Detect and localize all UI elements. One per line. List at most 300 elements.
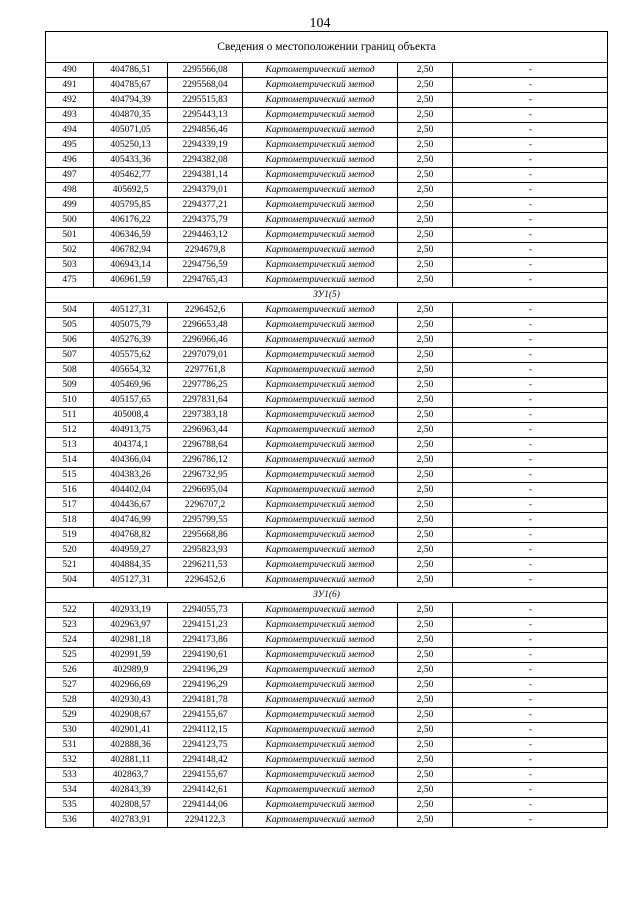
method-cell: Картометрический метод bbox=[243, 633, 398, 648]
accuracy-cell: 2,50 bbox=[398, 393, 453, 408]
x-coordinate-cell: 405575,62 bbox=[94, 348, 168, 363]
x-coordinate-cell: 405250,13 bbox=[94, 138, 168, 153]
accuracy-cell: 2,50 bbox=[398, 123, 453, 138]
point-number-cell: 498 bbox=[46, 183, 94, 198]
section-label: ЗУ1(5) bbox=[46, 288, 608, 303]
y-coordinate-cell: 2294382,08 bbox=[168, 153, 243, 168]
method-cell: Картометрический метод bbox=[243, 648, 398, 663]
y-coordinate-cell: 2294155,67 bbox=[168, 708, 243, 723]
method-cell: Картометрический метод bbox=[243, 453, 398, 468]
note-cell: - bbox=[453, 153, 608, 168]
point-number-cell: 492 bbox=[46, 93, 94, 108]
accuracy-cell: 2,50 bbox=[398, 768, 453, 783]
method-cell: Картометрический метод bbox=[243, 468, 398, 483]
x-coordinate-cell: 402783,91 bbox=[94, 813, 168, 828]
note-cell: - bbox=[453, 738, 608, 753]
method-cell: Картометрический метод bbox=[243, 363, 398, 378]
accuracy-cell: 2,50 bbox=[398, 453, 453, 468]
table-row bbox=[46, 498, 608, 513]
method-cell: Картометрический метод bbox=[243, 768, 398, 783]
note-cell: - bbox=[453, 753, 608, 768]
x-coordinate-cell: 406176,22 bbox=[94, 213, 168, 228]
note-cell: - bbox=[453, 468, 608, 483]
point-number-cell: 528 bbox=[46, 693, 94, 708]
accuracy-cell: 2,50 bbox=[398, 78, 453, 93]
point-number-cell: 520 bbox=[46, 543, 94, 558]
accuracy-cell: 2,50 bbox=[398, 708, 453, 723]
point-number-cell: 502 bbox=[46, 243, 94, 258]
table-row bbox=[46, 123, 608, 138]
boundary-table bbox=[45, 31, 608, 828]
method-cell: Картометрический метод bbox=[243, 543, 398, 558]
point-number-cell: 533 bbox=[46, 768, 94, 783]
y-coordinate-cell: 2294463,12 bbox=[168, 228, 243, 243]
accuracy-cell: 2,50 bbox=[398, 348, 453, 363]
x-coordinate-cell: 402881,11 bbox=[94, 753, 168, 768]
section-label: ЗУ1(6) bbox=[46, 588, 608, 603]
x-coordinate-cell: 402901,41 bbox=[94, 723, 168, 738]
accuracy-cell: 2,50 bbox=[398, 498, 453, 513]
y-coordinate-cell: 2297383,18 bbox=[168, 408, 243, 423]
point-number-cell: 497 bbox=[46, 168, 94, 183]
x-coordinate-cell: 402930,43 bbox=[94, 693, 168, 708]
accuracy-cell: 2,50 bbox=[398, 333, 453, 348]
x-coordinate-cell: 406782,94 bbox=[94, 243, 168, 258]
method-cell: Картометрический метод bbox=[243, 303, 398, 318]
point-number-cell: 509 bbox=[46, 378, 94, 393]
x-coordinate-cell: 402981,18 bbox=[94, 633, 168, 648]
method-cell: Картометрический метод bbox=[243, 168, 398, 183]
note-cell: - bbox=[453, 783, 608, 798]
method-cell: Картометрический метод bbox=[243, 93, 398, 108]
method-cell: Картометрический метод bbox=[243, 228, 398, 243]
accuracy-cell: 2,50 bbox=[398, 198, 453, 213]
table-row bbox=[46, 258, 608, 273]
method-cell: Картометрический метод bbox=[243, 198, 398, 213]
method-cell: Картометрический метод bbox=[243, 213, 398, 228]
note-cell: - bbox=[453, 423, 608, 438]
y-coordinate-cell: 2294122,3 bbox=[168, 813, 243, 828]
note-cell: - bbox=[453, 183, 608, 198]
note-cell: - bbox=[453, 393, 608, 408]
method-cell: Картометрический метод bbox=[243, 153, 398, 168]
note-cell: - bbox=[453, 438, 608, 453]
point-number-cell: 495 bbox=[46, 138, 94, 153]
x-coordinate-cell: 404436,67 bbox=[94, 498, 168, 513]
x-coordinate-cell: 402989,9 bbox=[94, 663, 168, 678]
note-cell: - bbox=[453, 633, 608, 648]
method-cell: Картометрический метод bbox=[243, 273, 398, 288]
table-row bbox=[46, 198, 608, 213]
accuracy-cell: 2,50 bbox=[398, 738, 453, 753]
note-cell: - bbox=[453, 483, 608, 498]
y-coordinate-cell: 2296788,64 bbox=[168, 438, 243, 453]
accuracy-cell: 2,50 bbox=[398, 618, 453, 633]
table-row bbox=[46, 408, 608, 423]
method-cell: Картометрический метод bbox=[243, 138, 398, 153]
table-row bbox=[46, 738, 608, 753]
point-number-cell: 524 bbox=[46, 633, 94, 648]
method-cell: Картометрический метод bbox=[243, 318, 398, 333]
y-coordinate-cell: 2294339,19 bbox=[168, 138, 243, 153]
y-coordinate-cell: 2296966,46 bbox=[168, 333, 243, 348]
table-row bbox=[46, 378, 608, 393]
table-row bbox=[46, 663, 608, 678]
table-row bbox=[46, 483, 608, 498]
x-coordinate-cell: 406943,14 bbox=[94, 258, 168, 273]
method-cell: Картометрический метод bbox=[243, 708, 398, 723]
method-cell: Картометрический метод bbox=[243, 738, 398, 753]
table-row bbox=[46, 438, 608, 453]
x-coordinate-cell: 402963,97 bbox=[94, 618, 168, 633]
point-number-cell: 500 bbox=[46, 213, 94, 228]
accuracy-cell: 2,50 bbox=[398, 363, 453, 378]
x-coordinate-cell: 404768,82 bbox=[94, 528, 168, 543]
accuracy-cell: 2,50 bbox=[398, 663, 453, 678]
point-number-cell: 510 bbox=[46, 393, 94, 408]
y-coordinate-cell: 2295823,93 bbox=[168, 543, 243, 558]
point-number-cell: 504 bbox=[46, 573, 94, 588]
table-row bbox=[46, 168, 608, 183]
table-row bbox=[46, 798, 608, 813]
x-coordinate-cell: 406961,59 bbox=[94, 273, 168, 288]
method-cell: Картометрический метод bbox=[243, 378, 398, 393]
point-number-cell: 491 bbox=[46, 78, 94, 93]
y-coordinate-cell: 2294381,14 bbox=[168, 168, 243, 183]
point-number-cell: 505 bbox=[46, 318, 94, 333]
x-coordinate-cell: 405654,32 bbox=[94, 363, 168, 378]
table-row bbox=[46, 213, 608, 228]
note-cell: - bbox=[453, 723, 608, 738]
method-cell: Картометрический метод bbox=[243, 348, 398, 363]
table-row bbox=[46, 243, 608, 258]
table-row bbox=[46, 348, 608, 363]
x-coordinate-cell: 404374,1 bbox=[94, 438, 168, 453]
table-row bbox=[46, 528, 608, 543]
point-number-cell: 530 bbox=[46, 723, 94, 738]
note-cell: - bbox=[453, 303, 608, 318]
method-cell: Картометрический метод bbox=[243, 513, 398, 528]
accuracy-cell: 2,50 bbox=[398, 573, 453, 588]
method-cell: Картометрический метод bbox=[243, 813, 398, 828]
point-number-cell: 531 bbox=[46, 738, 94, 753]
x-coordinate-cell: 405127,31 bbox=[94, 573, 168, 588]
y-coordinate-cell: 2294856,46 bbox=[168, 123, 243, 138]
note-cell: - bbox=[453, 498, 608, 513]
section-row bbox=[46, 588, 608, 603]
accuracy-cell: 2,50 bbox=[398, 513, 453, 528]
accuracy-cell: 2,50 bbox=[398, 753, 453, 768]
table-row bbox=[46, 393, 608, 408]
note-cell: - bbox=[453, 648, 608, 663]
x-coordinate-cell: 405692,5 bbox=[94, 183, 168, 198]
point-number-cell: 512 bbox=[46, 423, 94, 438]
note-cell: - bbox=[453, 618, 608, 633]
y-coordinate-cell: 2296786,12 bbox=[168, 453, 243, 468]
x-coordinate-cell: 402888,36 bbox=[94, 738, 168, 753]
accuracy-cell: 2,50 bbox=[398, 783, 453, 798]
y-coordinate-cell: 2294151,23 bbox=[168, 618, 243, 633]
method-cell: Картометрический метод bbox=[243, 753, 398, 768]
accuracy-cell: 2,50 bbox=[398, 648, 453, 663]
x-coordinate-cell: 402991,59 bbox=[94, 648, 168, 663]
table-row bbox=[46, 543, 608, 558]
accuracy-cell: 2,50 bbox=[398, 528, 453, 543]
y-coordinate-cell: 2296695,04 bbox=[168, 483, 243, 498]
table-row bbox=[46, 768, 608, 783]
accuracy-cell: 2,50 bbox=[398, 408, 453, 423]
accuracy-cell: 2,50 bbox=[398, 213, 453, 228]
method-cell: Картометрический метод bbox=[243, 243, 398, 258]
note-cell: - bbox=[453, 768, 608, 783]
method-cell: Картометрический метод bbox=[243, 783, 398, 798]
accuracy-cell: 2,50 bbox=[398, 228, 453, 243]
table-row bbox=[46, 363, 608, 378]
point-number-cell: 475 bbox=[46, 273, 94, 288]
x-coordinate-cell: 405433,36 bbox=[94, 153, 168, 168]
point-number-cell: 511 bbox=[46, 408, 94, 423]
y-coordinate-cell: 2295568,04 bbox=[168, 78, 243, 93]
note-cell: - bbox=[453, 63, 608, 78]
note-cell: - bbox=[453, 168, 608, 183]
accuracy-cell: 2,50 bbox=[398, 168, 453, 183]
x-coordinate-cell: 404870,35 bbox=[94, 108, 168, 123]
note-cell: - bbox=[453, 138, 608, 153]
y-coordinate-cell: 2294196,29 bbox=[168, 678, 243, 693]
method-cell: Картометрический метод bbox=[243, 423, 398, 438]
y-coordinate-cell: 2296732,95 bbox=[168, 468, 243, 483]
method-cell: Картометрический метод bbox=[243, 663, 398, 678]
note-cell: - bbox=[453, 678, 608, 693]
x-coordinate-cell: 404959,27 bbox=[94, 543, 168, 558]
method-cell: Картометрический метод bbox=[243, 258, 398, 273]
accuracy-cell: 2,50 bbox=[398, 438, 453, 453]
accuracy-cell: 2,50 bbox=[398, 798, 453, 813]
table-row bbox=[46, 453, 608, 468]
point-number-cell: 513 bbox=[46, 438, 94, 453]
table-row bbox=[46, 108, 608, 123]
y-coordinate-cell: 2294155,67 bbox=[168, 768, 243, 783]
accuracy-cell: 2,50 bbox=[398, 423, 453, 438]
accuracy-cell: 2,50 bbox=[398, 603, 453, 618]
table-row bbox=[46, 753, 608, 768]
point-number-cell: 529 bbox=[46, 708, 94, 723]
y-coordinate-cell: 2297786,25 bbox=[168, 378, 243, 393]
note-cell: - bbox=[453, 408, 608, 423]
table-row bbox=[46, 618, 608, 633]
y-coordinate-cell: 2294123,75 bbox=[168, 738, 243, 753]
note-cell: - bbox=[453, 318, 608, 333]
note-cell: - bbox=[453, 528, 608, 543]
x-coordinate-cell: 405127,31 bbox=[94, 303, 168, 318]
note-cell: - bbox=[453, 78, 608, 93]
table-row bbox=[46, 318, 608, 333]
point-number-cell: 526 bbox=[46, 663, 94, 678]
y-coordinate-cell: 2296653,48 bbox=[168, 318, 243, 333]
note-cell: - bbox=[453, 513, 608, 528]
table-row bbox=[46, 153, 608, 168]
x-coordinate-cell: 404786,51 bbox=[94, 63, 168, 78]
y-coordinate-cell: 2294112,15 bbox=[168, 723, 243, 738]
note-cell: - bbox=[453, 543, 608, 558]
accuracy-cell: 2,50 bbox=[398, 273, 453, 288]
method-cell: Картометрический метод bbox=[243, 333, 398, 348]
y-coordinate-cell: 2297079,01 bbox=[168, 348, 243, 363]
accuracy-cell: 2,50 bbox=[398, 183, 453, 198]
table-row bbox=[46, 63, 608, 78]
table-row bbox=[46, 573, 608, 588]
point-number-cell: 490 bbox=[46, 63, 94, 78]
table-row bbox=[46, 633, 608, 648]
table-row bbox=[46, 333, 608, 348]
accuracy-cell: 2,50 bbox=[398, 303, 453, 318]
y-coordinate-cell: 2296963,44 bbox=[168, 423, 243, 438]
point-number-cell: 506 bbox=[46, 333, 94, 348]
table-row bbox=[46, 648, 608, 663]
y-coordinate-cell: 2296211,53 bbox=[168, 558, 243, 573]
table-row bbox=[46, 78, 608, 93]
method-cell: Картометрический метод bbox=[243, 678, 398, 693]
table-row bbox=[46, 303, 608, 318]
x-coordinate-cell: 405469,96 bbox=[94, 378, 168, 393]
note-cell: - bbox=[453, 108, 608, 123]
point-number-cell: 535 bbox=[46, 798, 94, 813]
accuracy-cell: 2,50 bbox=[398, 108, 453, 123]
y-coordinate-cell: 2294765,43 bbox=[168, 273, 243, 288]
method-cell: Картометрический метод bbox=[243, 63, 398, 78]
y-coordinate-cell: 2296452,6 bbox=[168, 573, 243, 588]
point-number-cell: 523 bbox=[46, 618, 94, 633]
method-cell: Картометрический метод bbox=[243, 573, 398, 588]
table-row bbox=[46, 513, 608, 528]
method-cell: Картометрический метод bbox=[243, 108, 398, 123]
method-cell: Картометрический метод bbox=[243, 528, 398, 543]
table-row bbox=[46, 813, 608, 828]
accuracy-cell: 2,50 bbox=[398, 723, 453, 738]
method-cell: Картометрический метод bbox=[243, 123, 398, 138]
point-number-cell: 504 bbox=[46, 303, 94, 318]
method-cell: Картометрический метод bbox=[243, 603, 398, 618]
method-cell: Картометрический метод bbox=[243, 723, 398, 738]
method-cell: Картометрический метод bbox=[243, 183, 398, 198]
table-title-row bbox=[46, 32, 608, 63]
section-row bbox=[46, 288, 608, 303]
accuracy-cell: 2,50 bbox=[398, 93, 453, 108]
x-coordinate-cell: 405462,77 bbox=[94, 168, 168, 183]
point-number-cell: 516 bbox=[46, 483, 94, 498]
point-number-cell: 536 bbox=[46, 813, 94, 828]
note-cell: - bbox=[453, 663, 608, 678]
point-number-cell: 514 bbox=[46, 453, 94, 468]
note-cell: - bbox=[453, 693, 608, 708]
point-number-cell: 496 bbox=[46, 153, 94, 168]
method-cell: Картометрический метод bbox=[243, 618, 398, 633]
table-row bbox=[46, 783, 608, 798]
method-cell: Картометрический метод bbox=[243, 78, 398, 93]
accuracy-cell: 2,50 bbox=[398, 483, 453, 498]
note-cell: - bbox=[453, 213, 608, 228]
point-number-cell: 525 bbox=[46, 648, 94, 663]
note-cell: - bbox=[453, 258, 608, 273]
x-coordinate-cell: 404913,75 bbox=[94, 423, 168, 438]
method-cell: Картометрический метод bbox=[243, 393, 398, 408]
accuracy-cell: 2,50 bbox=[398, 318, 453, 333]
y-coordinate-cell: 2297761,8 bbox=[168, 363, 243, 378]
point-number-cell: 527 bbox=[46, 678, 94, 693]
point-number-cell: 522 bbox=[46, 603, 94, 618]
x-coordinate-cell: 402808,57 bbox=[94, 798, 168, 813]
note-cell: - bbox=[453, 273, 608, 288]
note-cell: - bbox=[453, 813, 608, 828]
y-coordinate-cell: 2294379,01 bbox=[168, 183, 243, 198]
x-coordinate-cell: 405071,05 bbox=[94, 123, 168, 138]
table-row bbox=[46, 273, 608, 288]
page-number: 104 bbox=[309, 16, 331, 31]
table-row bbox=[46, 723, 608, 738]
table-row bbox=[46, 228, 608, 243]
accuracy-cell: 2,50 bbox=[398, 153, 453, 168]
note-cell: - bbox=[453, 123, 608, 138]
note-cell: - bbox=[453, 573, 608, 588]
point-number-cell: 501 bbox=[46, 228, 94, 243]
note-cell: - bbox=[453, 243, 608, 258]
y-coordinate-cell: 2295566,08 bbox=[168, 63, 243, 78]
note-cell: - bbox=[453, 798, 608, 813]
note-cell: - bbox=[453, 93, 608, 108]
y-coordinate-cell: 2295515,83 bbox=[168, 93, 243, 108]
point-number-cell: 503 bbox=[46, 258, 94, 273]
y-coordinate-cell: 2294756,59 bbox=[168, 258, 243, 273]
y-coordinate-cell: 2294190,61 bbox=[168, 648, 243, 663]
point-number-cell: 534 bbox=[46, 783, 94, 798]
x-coordinate-cell: 404402,04 bbox=[94, 483, 168, 498]
y-coordinate-cell: 2294377,21 bbox=[168, 198, 243, 213]
point-number-cell: 517 bbox=[46, 498, 94, 513]
method-cell: Картометрический метод bbox=[243, 483, 398, 498]
accuracy-cell: 2,50 bbox=[398, 558, 453, 573]
accuracy-cell: 2,50 bbox=[398, 678, 453, 693]
accuracy-cell: 2,50 bbox=[398, 138, 453, 153]
table-row bbox=[46, 708, 608, 723]
x-coordinate-cell: 404785,67 bbox=[94, 78, 168, 93]
table-row bbox=[46, 93, 608, 108]
x-coordinate-cell: 402843,39 bbox=[94, 783, 168, 798]
x-coordinate-cell: 406346,59 bbox=[94, 228, 168, 243]
point-number-cell: 494 bbox=[46, 123, 94, 138]
y-coordinate-cell: 2295799,55 bbox=[168, 513, 243, 528]
x-coordinate-cell: 404746,99 bbox=[94, 513, 168, 528]
table-row bbox=[46, 423, 608, 438]
method-cell: Картометрический метод bbox=[243, 693, 398, 708]
note-cell: - bbox=[453, 603, 608, 618]
accuracy-cell: 2,50 bbox=[398, 468, 453, 483]
accuracy-cell: 2,50 bbox=[398, 693, 453, 708]
point-number-cell: 521 bbox=[46, 558, 94, 573]
note-cell: - bbox=[453, 708, 608, 723]
table-row bbox=[46, 138, 608, 153]
note-cell: - bbox=[453, 378, 608, 393]
accuracy-cell: 2,50 bbox=[398, 243, 453, 258]
y-coordinate-cell: 2294148,42 bbox=[168, 753, 243, 768]
y-coordinate-cell: 2294144,06 bbox=[168, 798, 243, 813]
point-number-cell: 508 bbox=[46, 363, 94, 378]
x-coordinate-cell: 404794,39 bbox=[94, 93, 168, 108]
point-number-cell: 499 bbox=[46, 198, 94, 213]
note-cell: - bbox=[453, 558, 608, 573]
point-number-cell: 515 bbox=[46, 468, 94, 483]
accuracy-cell: 2,50 bbox=[398, 258, 453, 273]
x-coordinate-cell: 404884,35 bbox=[94, 558, 168, 573]
